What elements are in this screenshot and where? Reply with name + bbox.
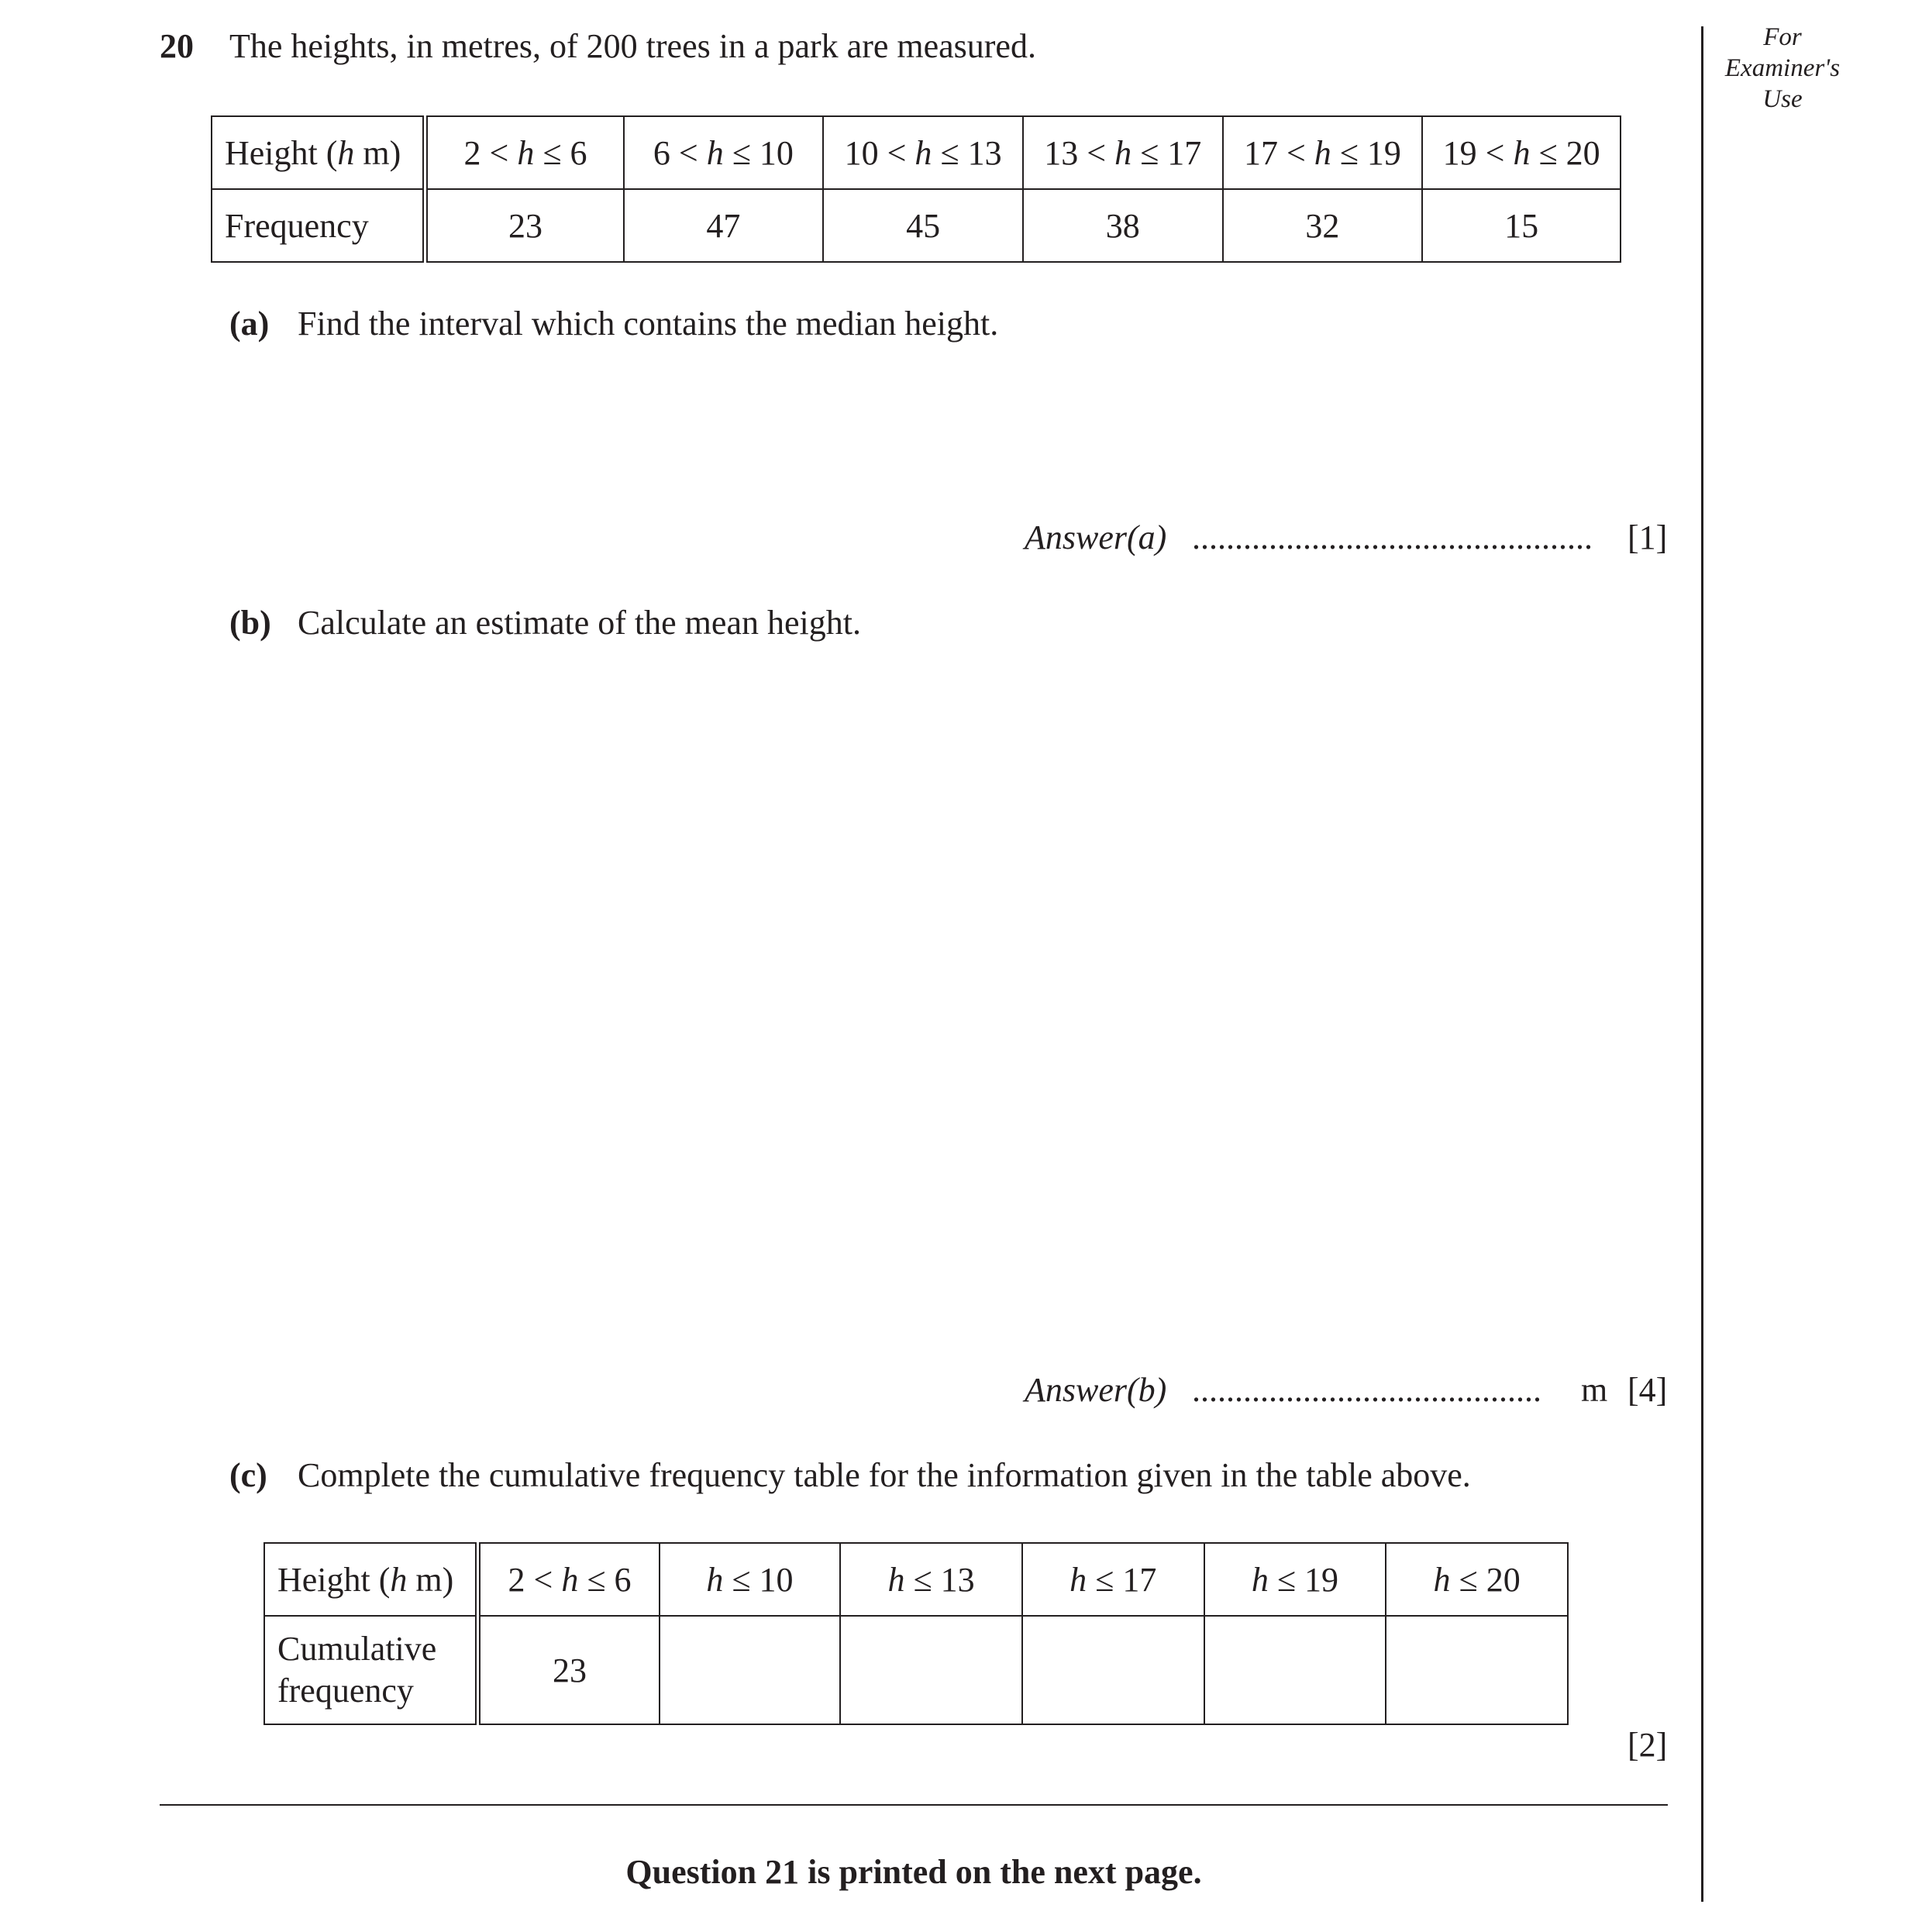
part-a-marks: [1] [1628,518,1668,556]
examiner-line-3: Use [1762,85,1803,113]
row-header-height: Height (h m) [212,116,425,189]
interval-cell: h ≤ 19 [1204,1543,1386,1616]
question-text: The heights, in metres, of 200 trees in a park are measured. [229,27,1036,65]
row-header-frequency: Frequency [212,189,425,262]
cumulative-table-value-row [264,1616,1568,1724]
cumulative-answer-cell[interactable] [840,1616,1022,1724]
examiner-margin-rule [1701,26,1703,1902]
row-header-line-1: Cumulative [277,1630,437,1668]
examiner-line-2: Examiner's [1724,54,1841,82]
interval-cell: h ≤ 20 [1386,1543,1568,1616]
frequency-table-value-row [212,189,1621,262]
frequency-cell: 15 [1422,189,1621,262]
interval-cell: 17 < h ≤ 19 [1223,116,1423,189]
answer-b-unit: m [1581,1371,1608,1409]
frequency-cell: 45 [823,189,1023,262]
interval-cell: h ≤ 10 [660,1543,841,1616]
cumulative-cell: 23 [478,1616,660,1724]
answer-a-field[interactable]: ............................................... [1192,518,1593,556]
cumulative-answer-cell[interactable] [660,1616,841,1724]
interval-cell: h ≤ 13 [840,1543,1022,1616]
frequency-cell: 23 [425,189,624,262]
cumulative-frequency-table [264,1542,1569,1725]
row-header-cumulative-frequency [264,1616,478,1724]
part-b-marks: [4] [1628,1371,1668,1409]
part-a-label: (a) [229,305,270,343]
frequency-table-header-row [212,116,1621,189]
interval-cell: 2 < h ≤ 6 [425,116,624,189]
answer-b-label: Answer(b) [1025,1371,1167,1409]
row-header-height: Height (h m) [264,1543,478,1616]
question-number: 20 [160,27,194,65]
cumulative-table-header-row [264,1543,1568,1616]
cumulative-answer-cell[interactable] [1204,1616,1386,1724]
part-a-text: Find the interval which contains the median height. [298,305,999,343]
answer-b-field[interactable]: ......................................... [1192,1371,1541,1409]
frequency-table [211,115,1621,263]
interval-cell: 10 < h ≤ 13 [823,116,1023,189]
part-c-label: (c) [229,1456,267,1494]
next-page-note: Question 21 is printed on the next page. [625,1853,1202,1891]
cumulative-answer-cell[interactable] [1022,1616,1204,1724]
interval-cell: h ≤ 17 [1022,1543,1204,1616]
interval-cell: 13 < h ≤ 17 [1023,116,1223,189]
part-b-text: Calculate an estimate of the mean height. [298,604,861,642]
examiner-use-box [1705,22,1860,115]
frequency-cell: 32 [1223,189,1423,262]
frequency-cell: 47 [624,189,824,262]
part-b-label: (b) [229,604,271,642]
interval-cell: 2 < h ≤ 6 [478,1543,660,1616]
part-c-marks: [2] [1628,1726,1668,1764]
interval-cell: 6 < h ≤ 10 [624,116,824,189]
answer-a-label: Answer(a) [1025,518,1167,556]
interval-cell: 19 < h ≤ 20 [1422,116,1621,189]
frequency-cell: 38 [1023,189,1223,262]
cumulative-answer-cell[interactable] [1386,1616,1568,1724]
row-header-line-2: frequency [277,1672,414,1710]
bottom-rule [160,1804,1668,1806]
examiner-line-1: For [1763,23,1802,51]
part-c-text: Complete the cumulative frequency table for the information given in the table above. [298,1456,1471,1494]
